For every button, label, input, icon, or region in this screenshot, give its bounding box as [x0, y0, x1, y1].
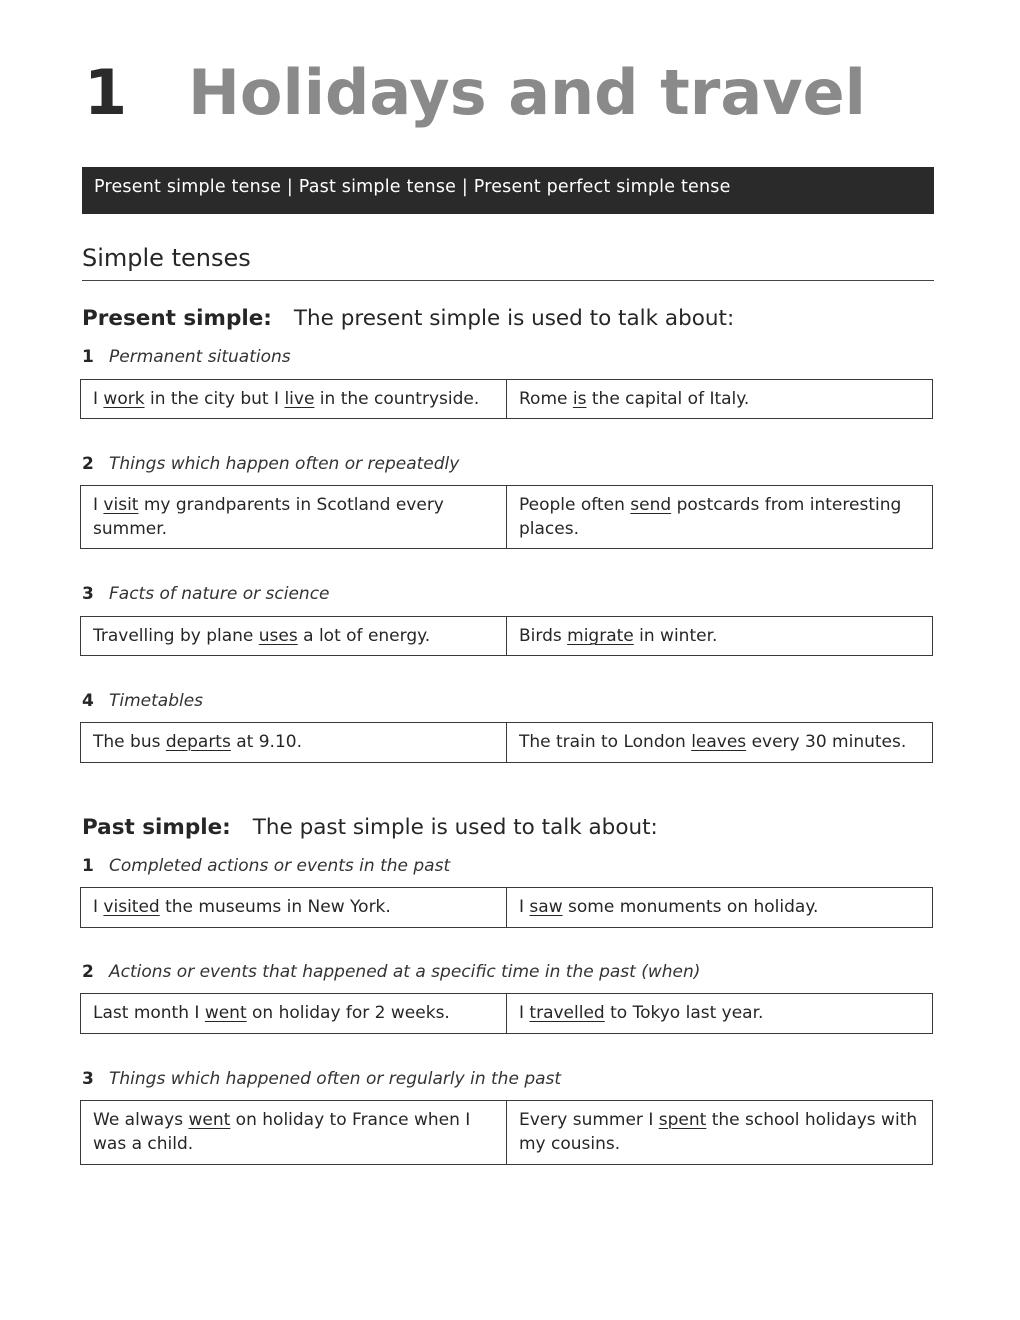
verb: leaves: [691, 732, 747, 752]
item-number: 2: [82, 454, 94, 474]
example-left: I visit my grandparents in Scotland every summer.: [81, 486, 507, 548]
present-item-4-heading: [82, 690, 203, 712]
verb: migrate: [567, 626, 634, 646]
item-number: 1: [82, 856, 94, 876]
past-item-1-heading: [82, 855, 450, 877]
example-right: Rome is the capital of Italy.: [519, 389, 750, 409]
verb: send: [630, 495, 672, 515]
chapter-title: Holidays and travel: [188, 56, 866, 129]
verb: departs: [165, 732, 231, 752]
verb: spent: [658, 1110, 707, 1130]
item-number: 1: [82, 347, 94, 367]
verb: travelled: [529, 1003, 605, 1023]
verb: saw: [529, 897, 563, 917]
verb: live: [284, 389, 315, 409]
example-right: People often send postcards from interesting places.: [519, 495, 902, 539]
verb: work: [103, 389, 145, 409]
past-item-3-heading: [82, 1068, 561, 1090]
example-left: Travelling by plane uses a lot of energy.: [81, 617, 507, 655]
item-heading: Actions or events that happened at a specific time in the past (when): [109, 962, 701, 982]
present-item-3-heading: [82, 583, 330, 605]
item-number: 4: [82, 691, 94, 711]
present-simple-label: Present simple:: [82, 306, 272, 331]
verb: went: [204, 1003, 247, 1023]
present-simple-heading: [82, 305, 734, 333]
present-item-2-heading: [82, 453, 459, 475]
item-heading: Completed actions or events in the past: [109, 856, 451, 876]
verb: visit: [103, 495, 139, 515]
chapter-heading: [84, 56, 866, 130]
present-item-2-examples: [80, 485, 933, 549]
item-heading: Facts of nature or science: [109, 584, 330, 604]
item-number: 3: [82, 1069, 94, 1089]
past-simple-intro: The past simple is used to talk about:: [252, 815, 658, 840]
example-left: I visited the museums in New York.: [81, 888, 507, 927]
chapter-number: 1: [84, 56, 128, 129]
past-simple-label: Past simple:: [82, 815, 231, 840]
item-heading: Timetables: [109, 691, 204, 711]
present-item-1-heading: [82, 346, 291, 368]
example-right: I saw some monuments on holiday.: [519, 897, 819, 917]
item-heading: Things which happen often or repeatedly: [109, 454, 460, 474]
past-simple-heading: [82, 814, 658, 842]
present-item-1-examples: [80, 379, 933, 419]
past-item-1-examples: [80, 887, 933, 928]
item-number: 2: [82, 962, 94, 982]
example-right: I travelled to Tokyo last year.: [519, 1003, 764, 1023]
past-item-2-heading: [82, 961, 700, 983]
past-item-2-examples: [80, 993, 933, 1034]
section-title: Simple tenses: [82, 242, 934, 281]
verb: uses: [258, 626, 298, 646]
example-left: I work in the city but I live in the countryside.: [81, 380, 507, 418]
verb: is: [572, 389, 587, 409]
example-right: The train to London leaves every 30 minutes.: [519, 732, 907, 752]
present-item-4-examples: [80, 722, 933, 763]
example-left: Last month I went on holiday for 2 weeks.: [81, 994, 507, 1033]
topics-bar: Present simple tense | Past simple tense | Present perfect simple tense: [82, 167, 934, 214]
present-item-3-examples: [80, 616, 933, 656]
item-heading: Things which happened often or regularly in the past: [109, 1069, 562, 1089]
item-number: 3: [82, 584, 94, 604]
verb: went: [188, 1110, 231, 1130]
example-right: Every summer I spent the school holidays with my cousins.: [519, 1110, 918, 1154]
past-item-3-examples: [80, 1100, 933, 1165]
present-simple-intro: The present simple is used to talk about:: [293, 306, 735, 331]
example-right: Birds migrate in winter.: [519, 626, 718, 646]
verb: visited: [103, 897, 160, 917]
item-heading: Permanent situations: [109, 347, 291, 367]
example-left: We always went on holiday to France when I was a child.: [81, 1101, 507, 1164]
example-left: The bus departs at 9.10.: [81, 723, 507, 762]
